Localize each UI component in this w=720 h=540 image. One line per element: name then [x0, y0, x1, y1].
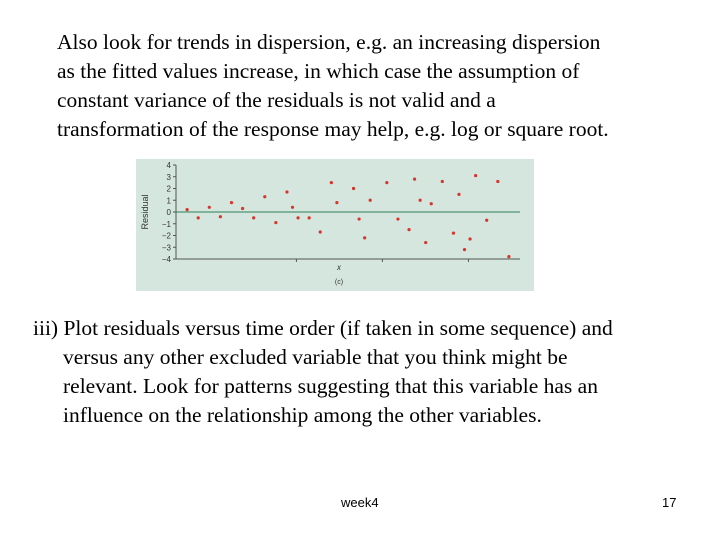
paragraph2-line: iii) Plot residuals versus time order (if taken in some sequence) and — [33, 316, 613, 340]
data-point — [208, 206, 211, 209]
data-point — [441, 180, 444, 183]
data-point — [496, 180, 499, 183]
data-point — [285, 190, 288, 193]
data-point — [468, 237, 471, 240]
paragraph-dispersion — [57, 28, 707, 144]
y-tick-label: 0 — [166, 208, 171, 217]
data-point — [274, 221, 277, 224]
data-point — [369, 199, 372, 202]
page-number: 17 — [662, 495, 677, 510]
paragraph2-line: versus any other excluded variable that you think might be — [63, 345, 568, 369]
y-tick-label: 3 — [166, 172, 171, 182]
data-point — [385, 181, 388, 184]
data-point — [363, 236, 366, 239]
y-tick-label: 1 — [166, 196, 171, 206]
x-axis-label: x — [337, 263, 341, 272]
data-point — [485, 219, 488, 222]
data-point — [185, 208, 188, 211]
paragraph1-line: Also look for trends in dispersion, e.g. an increasing dispersion — [57, 30, 601, 54]
paragraph1-line: transformation of the response may help, e.g. log or square root. — [57, 117, 609, 141]
y-tick-label: −1 — [161, 219, 171, 229]
footer-week-label: week4 — [341, 495, 379, 510]
residual-scatter-chart — [136, 159, 534, 291]
data-point — [396, 217, 399, 220]
data-point — [252, 216, 255, 219]
data-point — [230, 201, 233, 204]
paragraph1-line: constant variance of the residuals is not valid and a — [57, 88, 496, 112]
data-point — [319, 230, 322, 233]
paragraph2-line: relevant. Look for patterns suggesting that this variable has an — [63, 374, 598, 398]
y-tick-label: −2 — [161, 231, 171, 241]
data-point — [219, 215, 222, 218]
data-point — [197, 216, 200, 219]
data-point — [352, 187, 355, 190]
data-point — [296, 216, 299, 219]
data-point — [357, 217, 360, 220]
data-point — [308, 216, 311, 219]
data-point — [424, 241, 427, 244]
y-tick-label: −3 — [161, 243, 171, 253]
data-point — [474, 174, 477, 177]
data-point — [330, 181, 333, 184]
y-tick-label: 4 — [166, 161, 171, 170]
paragraph2-line: influence on the relationship among the other variables. — [63, 403, 542, 427]
paragraph-time-order — [33, 314, 713, 430]
data-point — [241, 207, 244, 210]
data-point — [430, 202, 433, 205]
data-point — [335, 201, 338, 204]
data-point — [291, 206, 294, 209]
y-axis-label: Residual — [140, 194, 150, 230]
data-point — [407, 228, 410, 231]
data-point — [463, 248, 466, 251]
data-point — [452, 232, 455, 235]
y-tick-label: −4 — [161, 255, 171, 264]
data-point — [507, 255, 510, 258]
data-point — [263, 195, 266, 198]
paragraph1-line: as the fitted values increase, in which case the assumption of — [57, 59, 580, 83]
chart-caption: (c) — [334, 279, 344, 286]
residual-plot — [136, 159, 534, 291]
data-point — [419, 199, 422, 202]
data-point — [413, 178, 416, 181]
y-tick-label: 2 — [166, 184, 171, 194]
data-point — [457, 193, 460, 196]
